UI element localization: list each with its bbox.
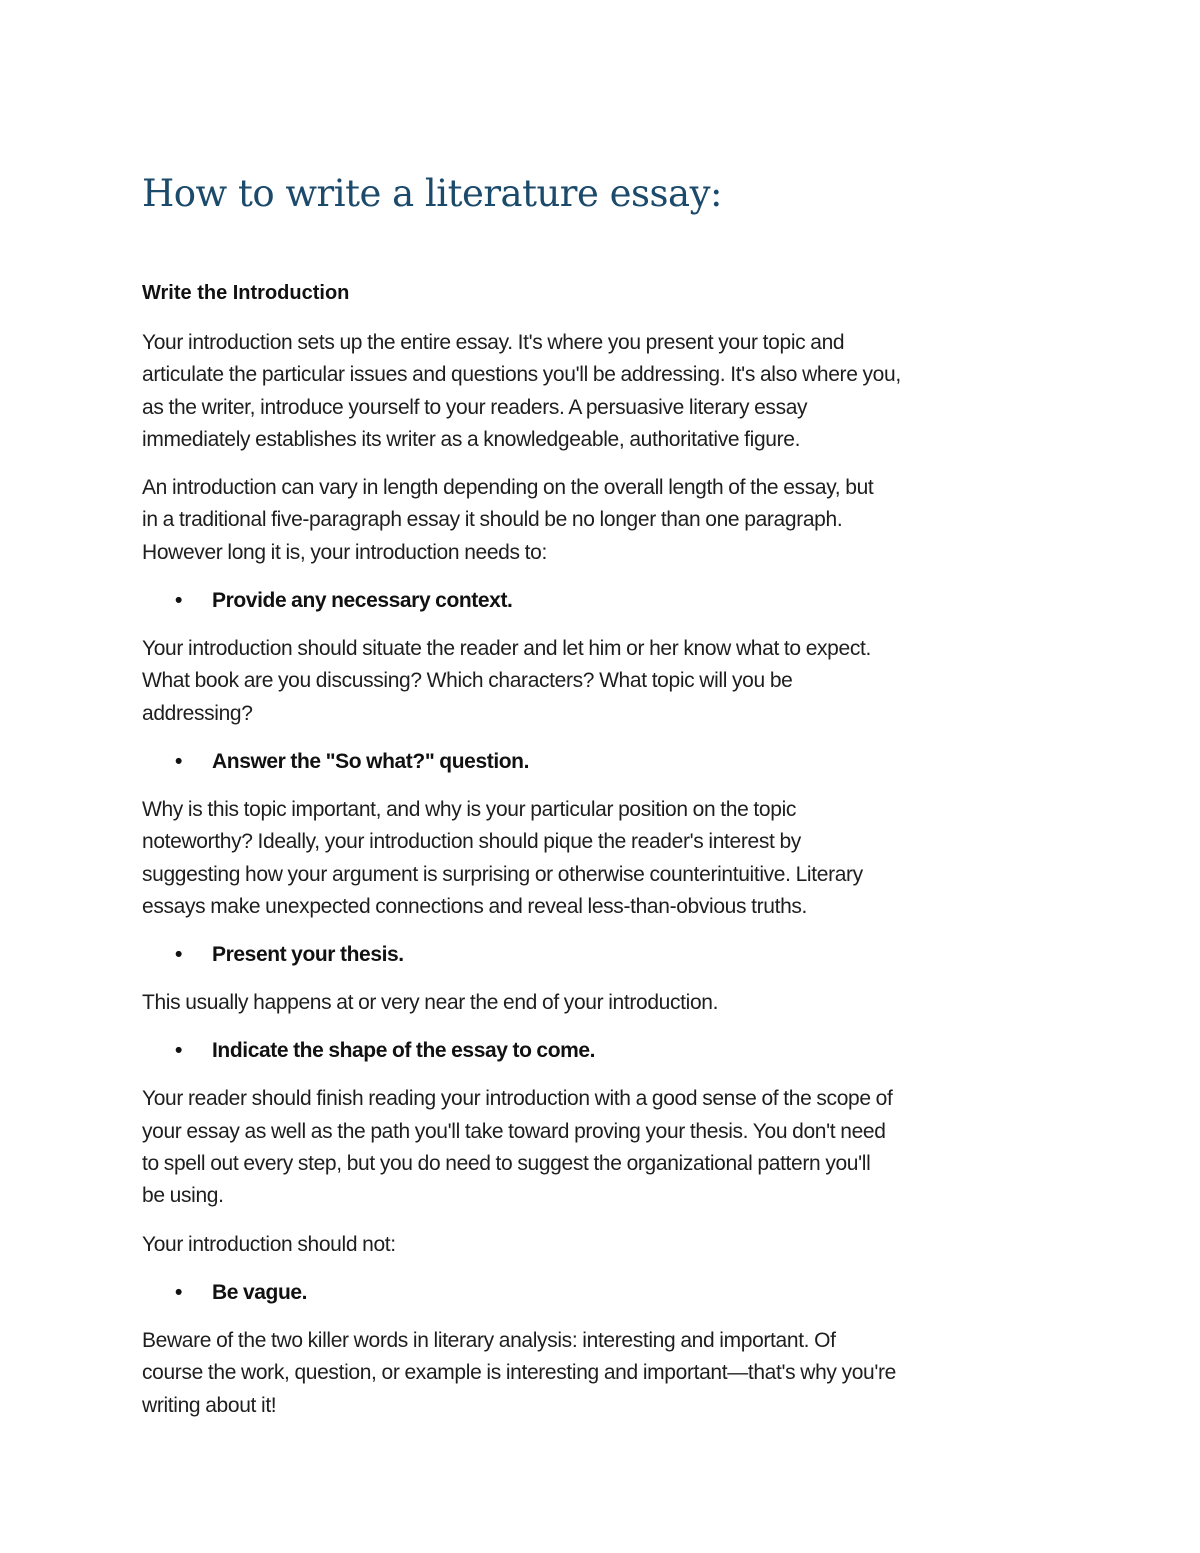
document-title: How to write a literature essay: bbox=[142, 172, 722, 215]
paragraph-intro-1 bbox=[142, 327, 1072, 456]
bullet-marker-icon: • bbox=[175, 1039, 182, 1063]
text-line: as the writer, introduce yourself to your readers. A persuasive literary essay bbox=[142, 395, 808, 419]
paragraph-thesis bbox=[142, 987, 1072, 1019]
bullet-provide-context bbox=[142, 585, 1072, 617]
paragraph-should-not bbox=[142, 1229, 1072, 1261]
paragraph-intro-2 bbox=[142, 472, 1072, 569]
paragraph-vague bbox=[142, 1325, 1072, 1422]
bullet-text: Indicate the shape of the essay to come. bbox=[212, 1039, 596, 1063]
document-page bbox=[142, 170, 1072, 1422]
text-line: What book are you discussing? Which characters? What topic will you be bbox=[142, 669, 793, 693]
bullet-be-vague bbox=[142, 1277, 1072, 1309]
text-line: to spell out every step, but you do need to suggest the organizational pattern you'll bbox=[142, 1152, 871, 1176]
text-line: Your introduction should not: bbox=[142, 1232, 396, 1256]
text-line: noteworthy? Ideally, your introduction should pique the reader's interest by bbox=[142, 830, 801, 854]
paragraph-shape bbox=[142, 1083, 1072, 1212]
bullet-marker-icon: • bbox=[175, 749, 182, 773]
text-line: addressing? bbox=[142, 701, 253, 725]
text-line: be using. bbox=[142, 1184, 224, 1208]
text-line: articulate the particular issues and questions you'll be addressing. It's also where you, bbox=[142, 363, 901, 387]
bullet-so-what bbox=[142, 746, 1072, 778]
text-line: However long it is, your introduction needs to: bbox=[142, 540, 547, 564]
text-line: immediately establishes its writer as a knowledgeable, authoritative figure. bbox=[142, 427, 801, 451]
text-line: This usually happens at or very near the end of your introduction. bbox=[142, 991, 719, 1015]
bullet-marker-icon: • bbox=[175, 943, 182, 967]
bullet-text: Present your thesis. bbox=[212, 943, 404, 967]
text-line: Beware of the two killer words in literary analysis: interesting and important. Of bbox=[142, 1328, 836, 1352]
bullet-text: Provide any necessary context. bbox=[212, 589, 513, 613]
text-line: Your reader should finish reading your introduction with a good sense of the scope of bbox=[142, 1087, 893, 1111]
text-line: suggesting how your argument is surprising or otherwise counterintuitive. Literary bbox=[142, 862, 863, 886]
section-heading-introduction: Write the Introduction bbox=[142, 282, 350, 304]
bullet-marker-icon: • bbox=[175, 589, 182, 613]
bullet-text: Be vague. bbox=[212, 1280, 308, 1304]
text-line: An introduction can vary in length depending on the overall length of the essay, but bbox=[142, 476, 874, 500]
text-line: Why is this topic important, and why is your particular position on the topic bbox=[142, 797, 797, 821]
text-line: Your introduction should situate the reader and let him or her know what to expect. bbox=[142, 637, 871, 661]
bullet-present-thesis bbox=[142, 939, 1072, 971]
paragraph-so-what bbox=[142, 794, 1072, 923]
bullet-indicate-shape bbox=[142, 1035, 1072, 1067]
text-line: essays make unexpected connections and reveal less-than-obvious truths. bbox=[142, 894, 808, 918]
text-line: writing about it! bbox=[142, 1393, 277, 1417]
text-line: your essay as well as the path you'll take toward proving your thesis. You don't need bbox=[142, 1119, 886, 1143]
text-line: course the work, question, or example is interesting and important—that's why you're bbox=[142, 1361, 897, 1385]
bullet-marker-icon: • bbox=[175, 1280, 182, 1304]
text-line: in a traditional five-paragraph essay it should be no longer than one paragraph. bbox=[142, 508, 843, 532]
bullet-text: Answer the "So what?" question. bbox=[212, 749, 530, 773]
paragraph-context bbox=[142, 633, 1072, 730]
text-line: Your introduction sets up the entire essay. It's where you present your topic and bbox=[142, 331, 845, 354]
